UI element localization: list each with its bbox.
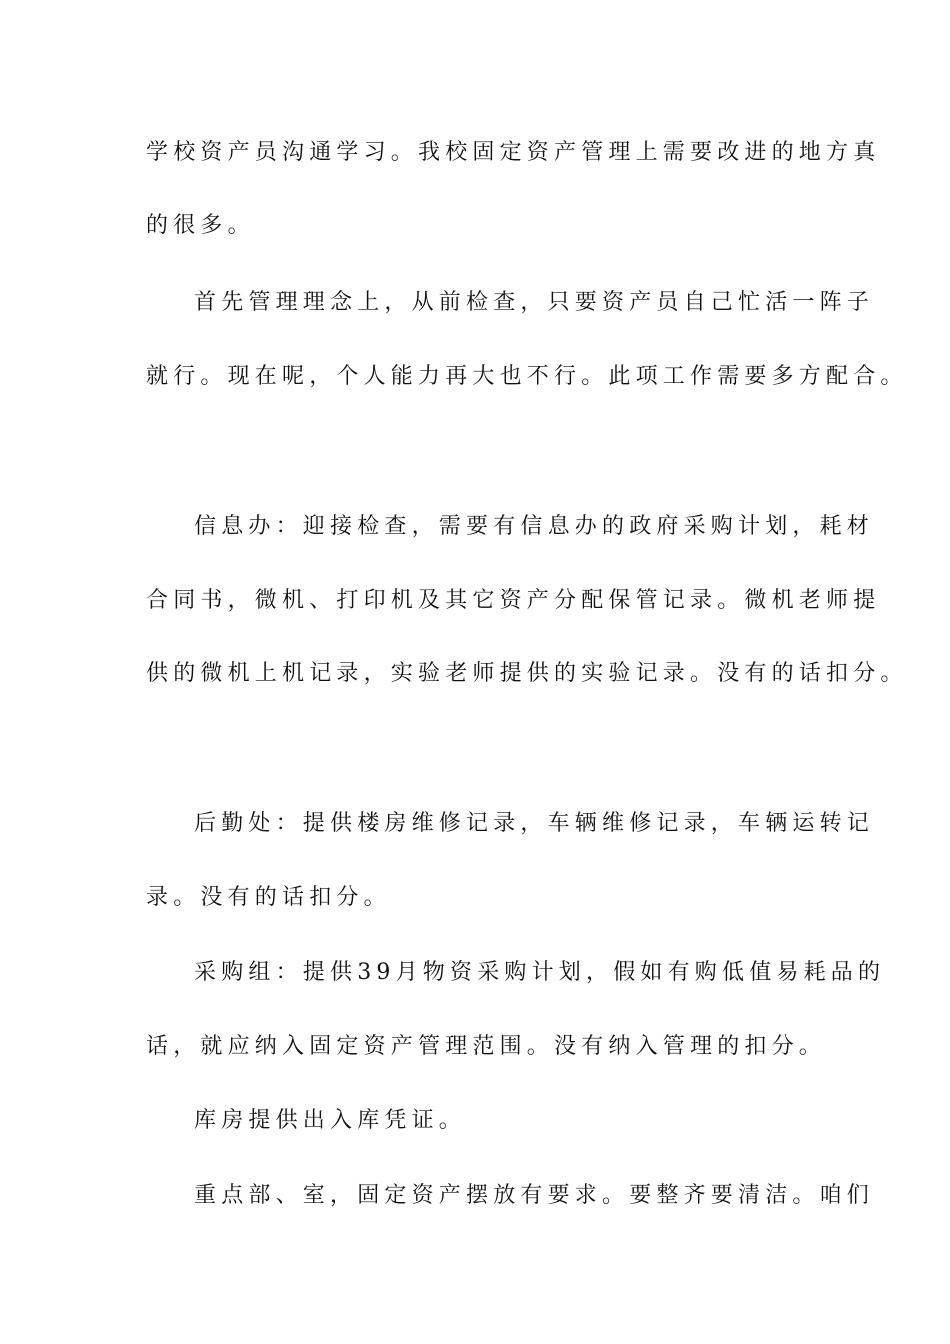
paragraph-line-11: 话，就应纳入固定资产管理范围。没有纳入管理的扣分。 [146,1034,827,1059]
paragraph-line-9: 录。没有的话扣分。 [146,885,391,910]
paragraph-line-5: 信息办：迎接检查，需要有信息办的政府采购计划，耗材 [194,514,875,539]
paragraph-line-7: 供的微机上机记录，实验老师提供的实验记录。没有的话扣分。 [146,661,908,686]
paragraph-line-4: 就行。现在呢，个人能力再大也不行。此项工作需要多方配合。 [146,364,908,389]
paragraph-line-10: 采购组：提供39月物资采购计划，假如有购低值易耗品的 [194,960,886,985]
paragraph-line-13: 重点部、室，固定资产摆放有要求。要整齐要清洁。咱们 [194,1183,875,1208]
paragraph-line-8: 后勤处：提供楼房维修记录，车辆维修记录，车辆运转记 [194,811,875,836]
paragraph-line-6: 合同书，微机、打印机及其它资产分配保管记录。微机老师提 [146,588,881,613]
paragraph-line-3: 首先管理理念上，从前检查，只要资产员自己忙活一阵子 [194,290,875,315]
paragraph-line-12: 库房提供出入库凭证。 [194,1108,467,1133]
paragraph-line-1: 学校资产员沟通学习。我校固定资产管理上需要改进的地方真 [146,140,881,165]
paragraph-line-2: 的很多。 [146,213,255,238]
